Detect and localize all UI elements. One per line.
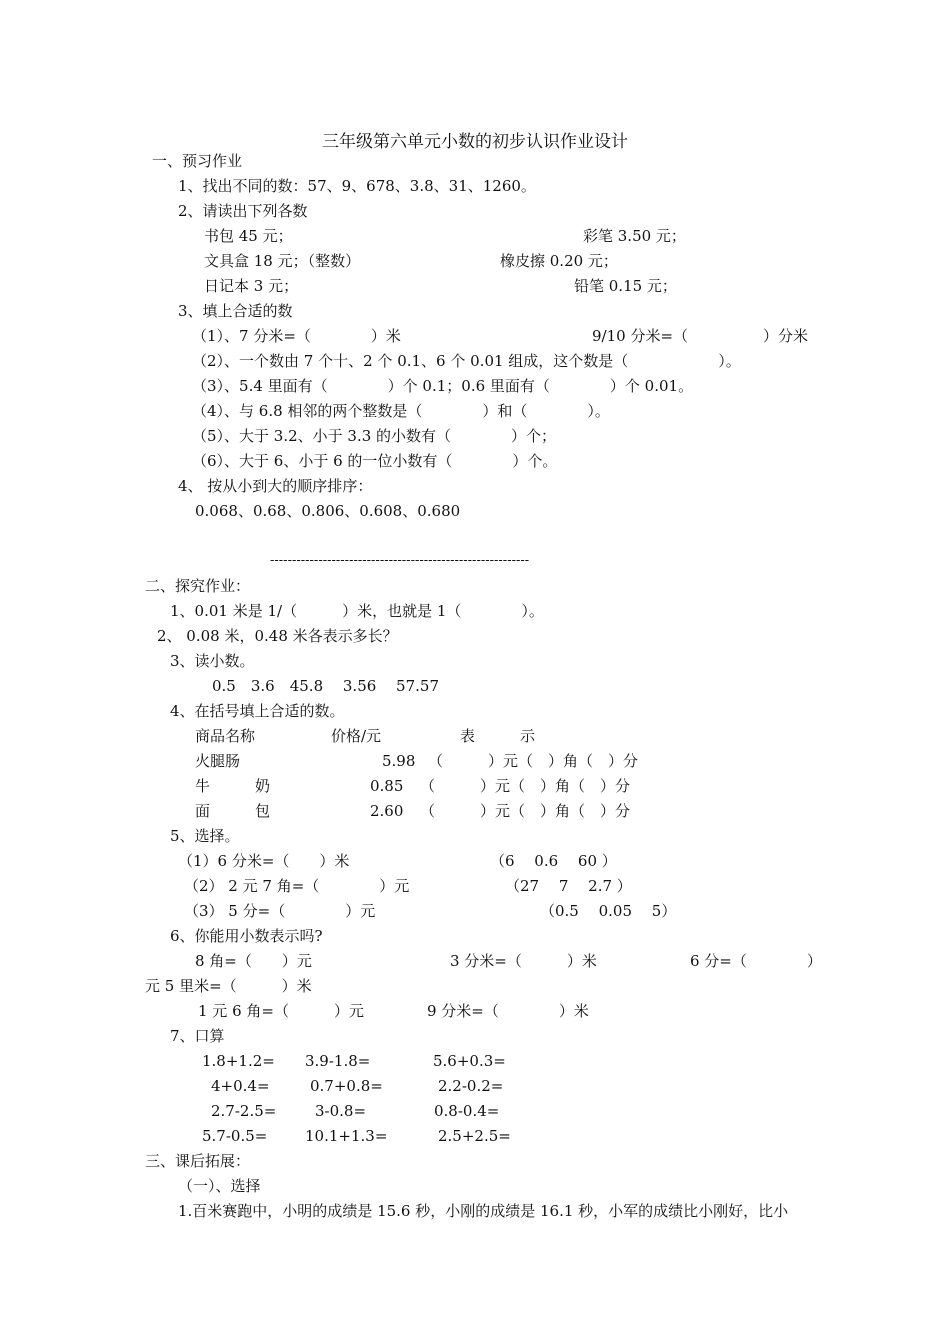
- s2-q4-header-price: 价格/元: [331, 727, 382, 745]
- s1-q3-i1a: （1）、7 分米=（ ）米: [192, 327, 401, 345]
- mental-math-item: 2.5+2.5=: [438, 1127, 511, 1145]
- s1-q2-r2b: 橡皮擦 0.20 元；: [500, 252, 618, 270]
- s3-sub-heading: （一）、选择: [178, 1177, 261, 1195]
- s2-q6-e: 1 元 6 角=（ ）元: [198, 1002, 364, 1020]
- table-row-name: 火腿肠: [195, 752, 241, 770]
- s1-q3-i2: （2）、一个数由 7 个十、2 个 0.1、6 个 0.01 组成，这个数是（ ）。: [192, 352, 741, 370]
- s2-q6-a: 8 角=（ ）元: [195, 952, 312, 970]
- mental-math-item: 0.8-0.4=: [434, 1102, 500, 1120]
- section-1-heading: 一、预习作业: [152, 152, 243, 170]
- table-row-price: 5.98: [382, 752, 416, 770]
- s1-q2-r3b: 铅笔 0.15 元；: [574, 277, 677, 295]
- s2-q6-label: 6、你能用小数表示吗?: [170, 927, 323, 945]
- s2-q6-d: 元 5 里米=（ ）米: [145, 977, 312, 995]
- s1-q1: 1、找出不同的数：57、9、678、3.8、31、1260。: [178, 177, 536, 195]
- section-2-heading: 二、探究作业：: [145, 577, 251, 595]
- s1-q3-i3: （3）、5.4 里面有（ ）个 0.1；0.6 里面有（ ）个 0.01。: [192, 377, 694, 395]
- s2-q3-label: 3、读小数。: [170, 652, 255, 670]
- s1-q2-r2a: 文具盒 18 元；（整数）: [204, 252, 361, 270]
- section-divider: -----------------------------------------------------------: [270, 553, 530, 568]
- s2-q5-i3a: （3） 5 分=（ ）元: [184, 902, 376, 920]
- s1-q3-i1b: 9/10 分米=（ ）分米: [592, 327, 809, 345]
- s1-q3-i6: （6）、大于 6、小于 6 的一位小数有（ ）个。: [192, 452, 558, 470]
- s2-q5-i1a: （1）6 分米=（ ）米: [178, 852, 350, 870]
- mental-math-item: 1.8+1.2=: [202, 1052, 275, 1070]
- s1-q2-r1a: 书包 45 元；: [204, 227, 293, 245]
- mental-math-item: 5.6+0.3=: [433, 1052, 506, 1070]
- s2-q4-label: 4、在括号填上合适的数。: [170, 702, 345, 720]
- table-row-price: 0.85: [370, 777, 404, 795]
- table-row-name: 面 包: [195, 802, 271, 820]
- mental-math-item: 3-0.8=: [315, 1102, 367, 1120]
- s1-q2-label: 2、请读出下列各数: [178, 202, 308, 220]
- s2-q5-i1b: （6 0.6 60 ）: [490, 852, 617, 870]
- table-row-blank: （ ）元（ ）角（ ）分: [420, 802, 631, 820]
- mental-math-item: 3.9-1.8=: [305, 1052, 371, 1070]
- s1-q3-i4: （4）、与 6.8 相邻的两个整数是（ ）和（ ）。: [192, 402, 610, 420]
- s2-q5-i2b: （27 7 2.7 ）: [505, 877, 632, 895]
- mental-math-item: 4+0.4=: [211, 1077, 270, 1095]
- s2-q7-label: 7、口算: [170, 1027, 225, 1045]
- s2-q4-header-name: 商品名称: [195, 727, 256, 745]
- table-row-name: 牛 奶: [195, 777, 271, 795]
- s3-q1: 1.百米赛跑中，小明的成绩是 15.6 秒，小刚的成绩是 16.1 秒，小军的成绩比小刚好，比小: [178, 1202, 789, 1220]
- s2-q5-label: 5、选择。: [170, 827, 240, 845]
- s1-q4-label: 4、 按从小到大的顺序排序：: [178, 477, 373, 495]
- table-row-price: 2.60: [370, 802, 404, 820]
- mental-math-item: 0.7+0.8=: [310, 1077, 383, 1095]
- s2-q5-i3b: （0.5 0.05 5）: [540, 902, 677, 920]
- s2-q6-c: 6 分=（ ）: [690, 952, 822, 970]
- s2-q3-nums: 0.5 3.6 45.8 3.56 57.57: [212, 677, 439, 695]
- s2-q6-f: 9 分米=（ ）米: [427, 1002, 589, 1020]
- s2-q2: 2、 0.08 米，0.48 米各表示多长？: [157, 627, 398, 645]
- s1-q3-i5: （5）、大于 3.2、小于 3.3 的小数有（ ）个；: [192, 427, 557, 445]
- s1-q3-label: 3、填上合适的数: [178, 302, 293, 320]
- table-row-blank: （ ）元（ ）角（ ）分: [428, 752, 639, 770]
- mental-math-item: 2.7-2.5=: [211, 1102, 277, 1120]
- page-title: 三年级第六单元小数的初步认识作业设计: [322, 132, 628, 152]
- s2-q1: 1、0.01 米是 1/（ ）米，也就是 1（ ）。: [170, 602, 544, 620]
- s1-q2-r1b: 彩笔 3.50 元；: [583, 227, 686, 245]
- s1-q2-r3a: 日记本 3 元；: [204, 277, 299, 295]
- s2-q6-b: 3 分米=（ ）米: [450, 952, 597, 970]
- section-3-heading: 三、课后拓展：: [145, 1152, 251, 1170]
- table-row-blank: （ ）元（ ）角（ ）分: [420, 777, 631, 795]
- mental-math-item: 2.2-0.2=: [438, 1077, 504, 1095]
- s2-q5-i2a: （2） 2 元 7 角=（ ）元: [184, 877, 410, 895]
- s1-q4-nums: 0.068、0.68、0.806、0.608、0.680: [195, 502, 461, 520]
- mental-math-item: 5.7-0.5=: [202, 1127, 268, 1145]
- mental-math-item: 10.1+1.3=: [305, 1127, 388, 1145]
- s2-q4-header-show: 表 示: [460, 727, 536, 745]
